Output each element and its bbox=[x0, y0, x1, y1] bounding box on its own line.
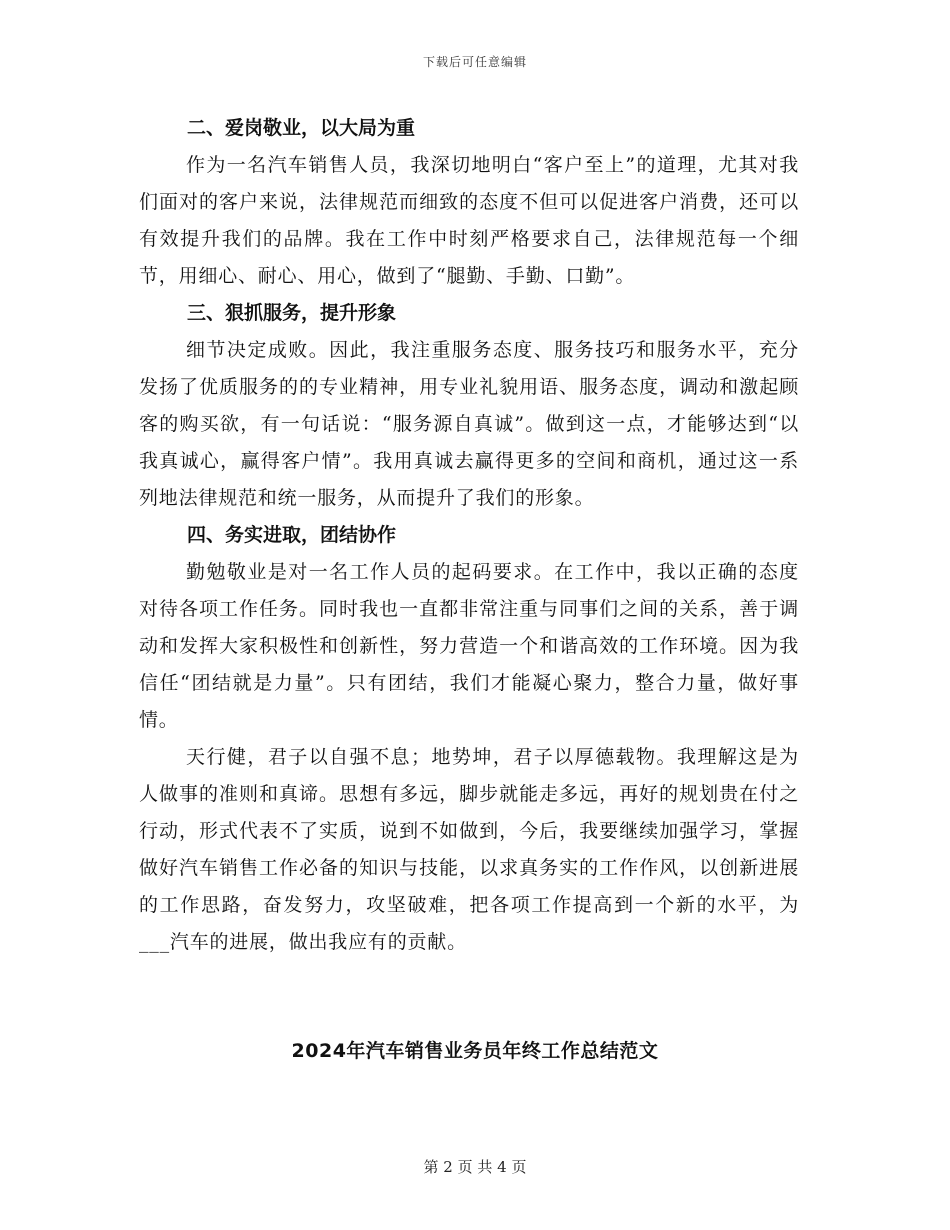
section-heading: 三、狠抓服务，提升形象 bbox=[187, 302, 397, 324]
body-paragraph: 作为一名汽车销售人员，我深切地明白“客户至上”的道理，尤其对我们面对的客户来说，法律规范而细致的态度不但可以促进客户消费，还可以有效提升我们的品牌。我在工作中时刻严格要求自己，法律规范每一个细节，用细心、耐心、用心，做到了“腿勤、手勤、口勤”。 bbox=[139, 154, 799, 287]
body-paragraph: 勤勉敬业是对一名工作人员的起码要求。在工作中，我以正确的态度对待各项工作任务。同时我也一直都非常注重与同事们之间的关系，善于调动和发挥大家积极性和创新性，努力营造一个和谐高效的工作环境。因为我信任“团结就是力量”。只有团结，我们才能凝心聚力，整合力量，做好事情。 bbox=[139, 561, 799, 731]
document-body bbox=[139, 110, 799, 961]
section-heading: 二、爱岗敬业，以大局为重 bbox=[187, 117, 416, 139]
document-title: 2024年汽车销售业务员年终工作总结范文 bbox=[291, 1040, 659, 1062]
body-paragraph: 天行健，君子以自强不息；地势坤，君子以厚德载物。我理解这是为人做事的准则和真谛。思想有多远，脚步就能走多远，再好的规划贵在付之行动，形式代表不了实质，说到不如做到，今后，我要继续加强学习，掌握做好汽车销售工作必备的知识与技能，以求真务实的工作作风，以创新进展的工作思路，奋发努力，攻坚破难，把各项工作提高到一个新的水平，为___汽车的进展，做出我应有的贡献。 bbox=[139, 746, 799, 953]
section-heading: 四、务实进取，团结协作 bbox=[187, 524, 397, 546]
page-footer: 第 2 页 共 4 页 bbox=[423, 1158, 527, 1176]
header-note: 下载后可任意编辑 bbox=[422, 55, 527, 69]
body-paragraph: 细节决定成败。因此，我注重服务态度、服务技巧和服务水平，充分发扬了优质服务的的专业精神，用专业礼貌用语、服务态度，调动和激起顾客的购买欲，有一句话说：“服务源自真诚”。做到这一点，才能够达到“以我真诚心，赢得客户情”。我用真诚去赢得更多的空间和商机，通过这一系列地法律规范和统一服务，从而提升了我们的形象。 bbox=[139, 339, 799, 509]
